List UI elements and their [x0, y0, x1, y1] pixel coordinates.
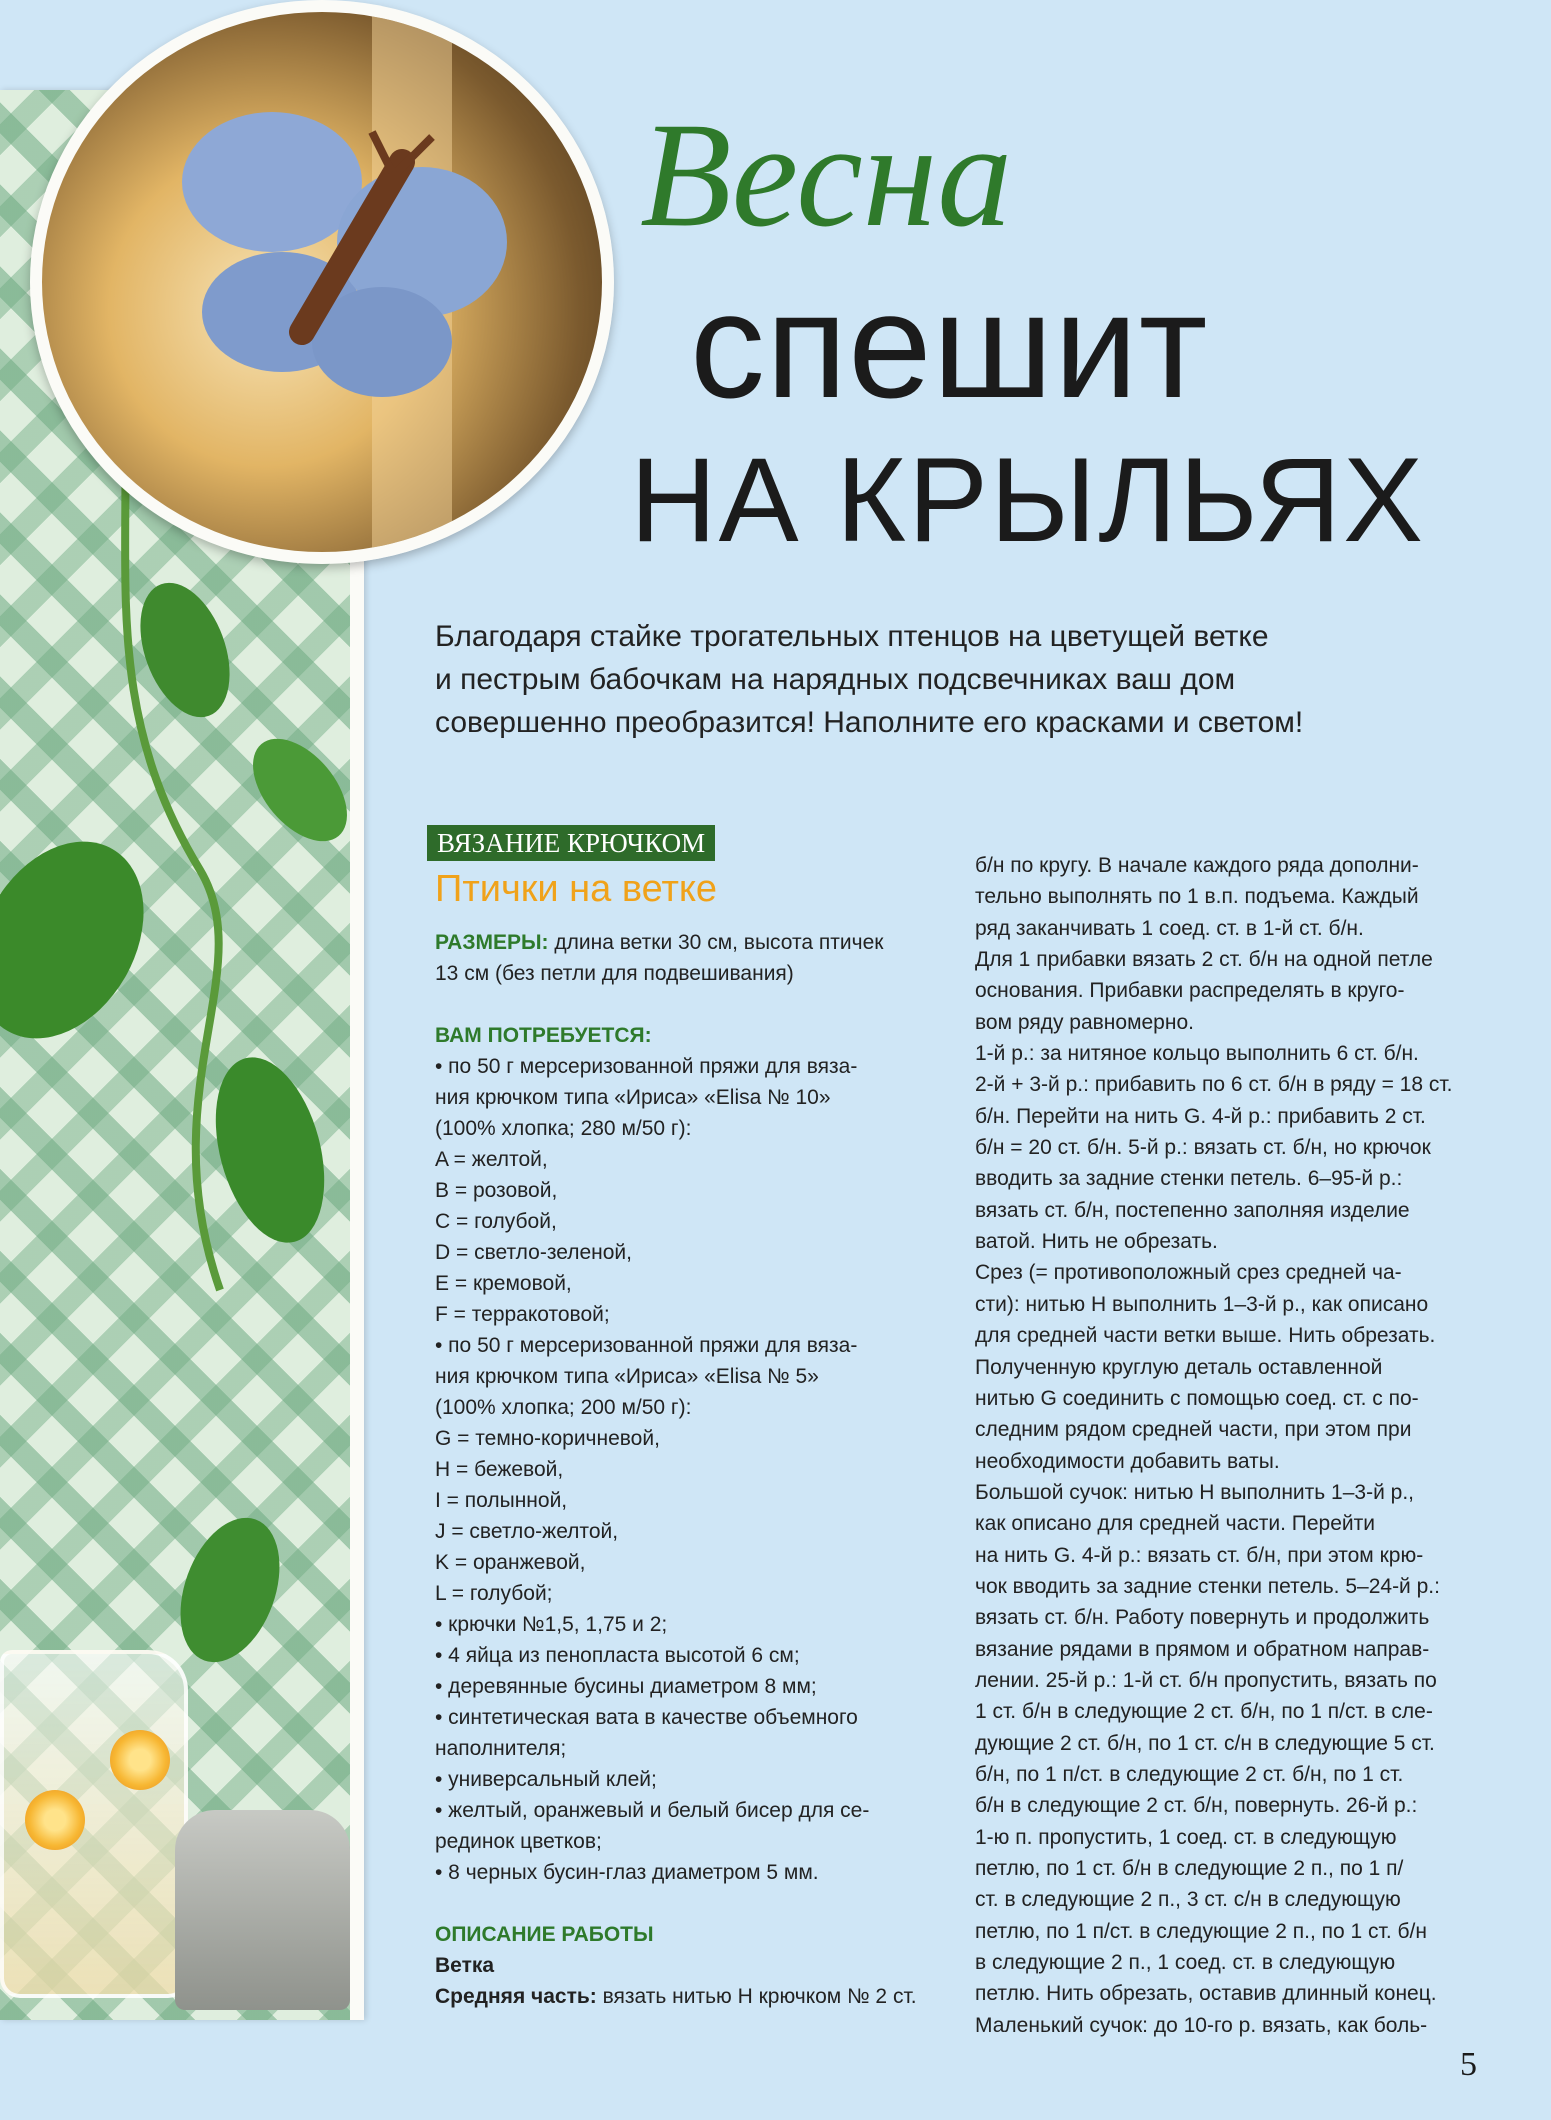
instruction-line: 2-й + 3-й р.: прибавить по 6 ст. б/н в ряду = 18 ст.: [975, 1073, 1453, 1097]
article-subtitle: Птички на ветке: [435, 868, 718, 910]
instruction-line: б/н, по 1 п/ст. в следующие 2 ст. б/н, по 1 ст.: [975, 1762, 1404, 1786]
lead-line: и пестрым бабочкам на нарядных подсвечниках ваш дом: [435, 663, 1236, 696]
sizes-text: длина ветки 30 см, высота птичек: [548, 931, 884, 954]
middle-part-label: Средняя часть:: [435, 1985, 597, 2008]
materials-item: J = светло-желтой,: [435, 1520, 619, 1543]
instruction-line: дующие 2 ст. б/н, по 1 ст. с/н в следующие 5 ст.: [975, 1731, 1435, 1755]
materials-item: ния крючком типа «Ириса» «Elisa № 5»: [435, 1365, 819, 1388]
instruction-line: ватой. Нить не обрезать.: [975, 1230, 1218, 1254]
materials-item: G = темно-коричневой,: [435, 1427, 660, 1450]
materials-item: F = терракотовой;: [435, 1303, 610, 1326]
instruction-line: в следующие 2 п., 1 соед. ст. в следующую: [975, 1951, 1396, 1975]
instruction-line: б/н. Перейти на нить G. 4-й р.: прибавить 2 ст.: [975, 1104, 1426, 1128]
butterfly-photo: [30, 0, 614, 564]
instruction-line: вводить за задние стенки петель. 6–95-й р.:: [975, 1167, 1403, 1191]
instruction-line: Для 1 прибавки вязать 2 ст. б/н на одной петле: [975, 948, 1433, 972]
instruction-line: как описано для средней части. Перейти: [975, 1512, 1375, 1536]
instruction-line: 1-й р.: за нитяное кольцо выполнить 6 ст. б/н.: [975, 1042, 1419, 1066]
crochet-flower: [110, 1730, 170, 1790]
instruction-line: Маленький сучок: до 10-го р. вязать, как боль-: [975, 2013, 1428, 2037]
instruction-line: ряд заканчивать 1 соед. ст. в 1-й ст. б/н.: [975, 916, 1364, 940]
instruction-line: необходимости добавить ваты.: [975, 1449, 1280, 1473]
instruction-line: сти): нитью H выполнить 1–3-й р., как описано: [975, 1292, 1429, 1316]
title-hurries: спешит: [690, 261, 1209, 429]
materials-item: • по 50 г мерсеризованной пряжи для вяза-: [435, 1055, 858, 1078]
materials-item: • универсальный клей;: [435, 1768, 657, 1791]
instruction-line: для средней части ветки выше. Нить обрезать.: [975, 1324, 1436, 1348]
materials-item: • синтетическая вата в качестве объемного: [435, 1706, 858, 1729]
sizes-line: [435, 927, 935, 958]
instruction-line: тельно выполнять по 1 в.п. подъема. Каждый: [975, 885, 1419, 909]
materials-item: ния крючком типа «Ириса» «Elisa № 10»: [435, 1086, 831, 1109]
lead-paragraph: [435, 615, 1495, 744]
materials-item: C = голубой,: [435, 1210, 557, 1233]
materials-item: (100% хлопка; 280 м/50 г):: [435, 1117, 692, 1140]
instruction-line: петлю, по 1 п/ст. в следующие 2 п., по 1 ст. б/н: [975, 1919, 1427, 1943]
instruction-line: вязать ст. б/н, постепенно заполняя изделие: [975, 1198, 1410, 1222]
instruction-line: Срез (= противоположный срез средней ча-: [975, 1261, 1402, 1285]
materials-item: K = оранжевой,: [435, 1551, 586, 1574]
instruction-line: на нить G. 4-й р.: вязать ст. б/н, при этом крю-: [975, 1543, 1424, 1567]
description-part: Ветка: [435, 1954, 495, 1977]
instruction-line: ст. в следующие 2 п., 3 ст. с/н в следующую: [975, 1888, 1401, 1912]
materials-item: L = голубой;: [435, 1582, 553, 1605]
middle-part-text: вязать нитью H крючком № 2 ст.: [596, 1985, 917, 2008]
instruction-line: чок вводить за задние стенки петель. 5–24-й р.:: [975, 1574, 1440, 1598]
section-label: ВЯЗАНИЕ КРЮЧКОМ: [427, 825, 715, 861]
left-column: [435, 825, 935, 2012]
description-line: [435, 1981, 935, 2012]
materials-item: I = полынной,: [435, 1489, 568, 1512]
crochet-flower: [25, 1790, 85, 1850]
instruction-line: петлю, по 1 ст. б/н в следующие 2 п., по 1 п/: [975, 1857, 1404, 1880]
instruction-line: Большой сучок: нитью H выполнить 1–3-й р.,: [975, 1480, 1414, 1504]
materials-item: • желтый, оранжевый и белый бисер для се-: [435, 1799, 870, 1822]
instruction-line: вязать ст. б/н. Работу повернуть и продолжить: [975, 1606, 1430, 1630]
description-label: ОПИСАНИЕ РАБОТЫ: [435, 1923, 654, 1946]
materials-item: наполнителя;: [435, 1737, 567, 1760]
materials-item: • деревянные бусины диаметром 8 мм;: [435, 1675, 817, 1698]
materials-item: B = розовой,: [435, 1179, 558, 1202]
instruction-line: основания. Прибавки распределять в круго-: [975, 979, 1405, 1003]
instruction-line: вом ряду равномерно.: [975, 1010, 1194, 1034]
instruction-line: 1 ст. б/н в следующие 2 ст. б/н, по 1 п/ст. в сле-: [975, 1700, 1433, 1724]
materials-item: • по 50 г мерсеризованной пряжи для вяза-: [435, 1334, 858, 1357]
butterfly-illustration: [42, 12, 602, 552]
materials-item: D = светло-зеленой,: [435, 1241, 632, 1264]
instruction-line: следним рядом средней части, при этом при: [975, 1418, 1412, 1442]
plant-pot: [175, 1810, 350, 2010]
instruction-line: вязание рядами в прямом и обратном направ-: [975, 1637, 1430, 1661]
instruction-line: нитью G соединить с помощью соед. ст. с по-: [975, 1386, 1419, 1410]
instruction-line: петлю. Нить обрезать, оставив длинный конец.: [975, 1982, 1437, 2006]
materials-label: ВАМ ПОТРЕБУЕТСЯ:: [435, 1024, 652, 1047]
sizes-label: РАЗМЕРЫ:: [435, 931, 549, 954]
materials-item: A = желтой,: [435, 1148, 548, 1171]
materials-list: [435, 1051, 935, 1888]
title-on-wings: НА КРЫЛЬЯХ: [630, 433, 1426, 567]
instruction-line: б/н в следующие 2 ст. б/н, повернуть. 26-й р.:: [975, 1794, 1418, 1818]
title-spring: Весна: [640, 92, 1013, 258]
materials-item: (100% хлопка; 200 м/50 г):: [435, 1396, 692, 1419]
materials-item: H = бежевой,: [435, 1458, 564, 1481]
materials-item: рединок цветков;: [435, 1830, 602, 1853]
lead-line: Благодаря стайке трогательных птенцов на цветущей ветке: [435, 620, 1269, 653]
lead-line: совершенно преобразится! Наполните его красками и светом!: [435, 706, 1304, 739]
instruction-line: б/н = 20 ст. б/н. 5-й р.: вязать ст. б/н, но крючок: [975, 1136, 1431, 1160]
materials-item: • 4 яйца из пенопласта высотой 6 см;: [435, 1644, 800, 1667]
instruction-line: 1-ю п. пропустить, 1 соед. ст. в следующую: [975, 1825, 1397, 1849]
right-column: [975, 850, 1490, 2041]
sizes-line: 13 см (без петли для подвешивания): [435, 962, 794, 985]
materials-item: E = кремовой,: [435, 1272, 572, 1295]
instruction-line: лении. 25-й р.: 1-й ст. б/н пропустить, вязать по: [975, 1668, 1437, 1692]
materials-item: • 8 черных бусин-глаз диаметром 5 мм.: [435, 1861, 819, 1884]
instruction-line: б/н по кругу. В начале каждого ряда дополни-: [975, 854, 1419, 877]
materials-item: • крючки №1,5, 1,75 и 2;: [435, 1613, 668, 1636]
page-number: 5: [1460, 2046, 1477, 2083]
instruction-line: Полученную круглую деталь оставленной: [975, 1355, 1383, 1379]
